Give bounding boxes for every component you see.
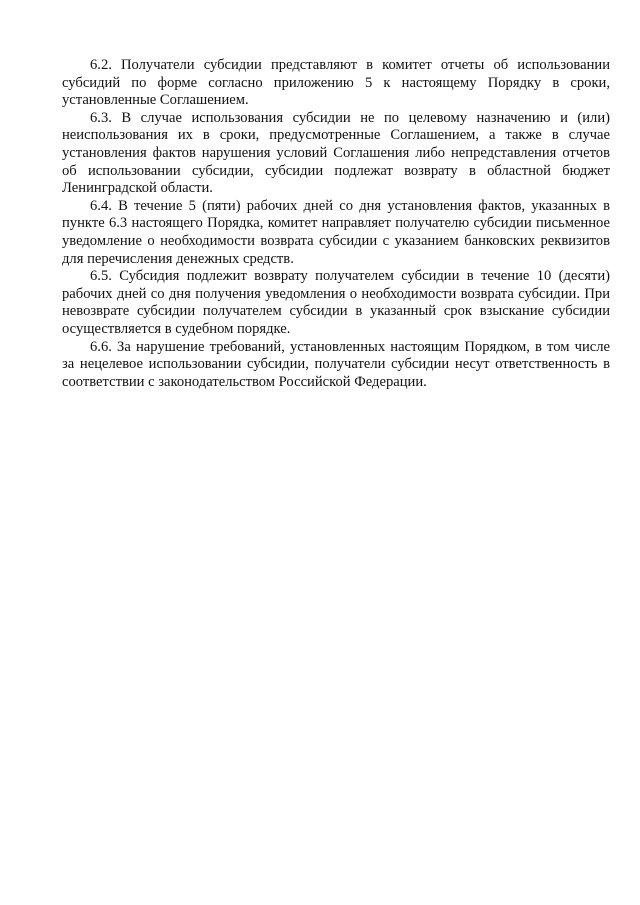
paragraph-6-2: 6.2. Получатели субсидии представляют в комитет отчеты об использовании субсидий по форме согласно приложению 5 к настоящему Порядку в сроки, установленные Соглашением. <box>62 57 610 109</box>
document-body <box>62 57 610 391</box>
paragraph-6-3: 6.3. В случае использования субсидии не по целевому назначению и (или) неиспользования их в сроки, предусмотренные Соглашением, а также в случае установления фактов нарушения условий Соглашения либо непредставления отчетов об использовании субсидии, субсидии подлежат возврату в областной бюджет Ленинградской области. <box>62 109 610 197</box>
paragraph-6-5: 6.5. Субсидия подлежит возврату получателем субсидии в течение 10 (десяти) рабочих дней со дня получения уведомления о необходимости возврата субсидии. При невозврате субсидии получателем субсидии в указанный срок взыскание субсидии осуществляется в судебном порядке. <box>62 268 610 337</box>
paragraph-6-6: 6.6. За нарушение требований, установленных настоящим Порядком, в том числе за нецелевое использовании субсидии, получатели субсидии несут ответственность в соответствии с законодательством Российской Федерации. <box>62 338 610 390</box>
paragraph-6-4: 6.4. В течение 5 (пяти) рабочих дней со дня установления фактов, указанных в пункте 6.3 настоящего Порядка, комитет направляет получателю субсидии письменное уведомление о необходимости возврата субсидии с указанием банковских реквизитов для перечисления денежных средств. <box>62 197 610 267</box>
